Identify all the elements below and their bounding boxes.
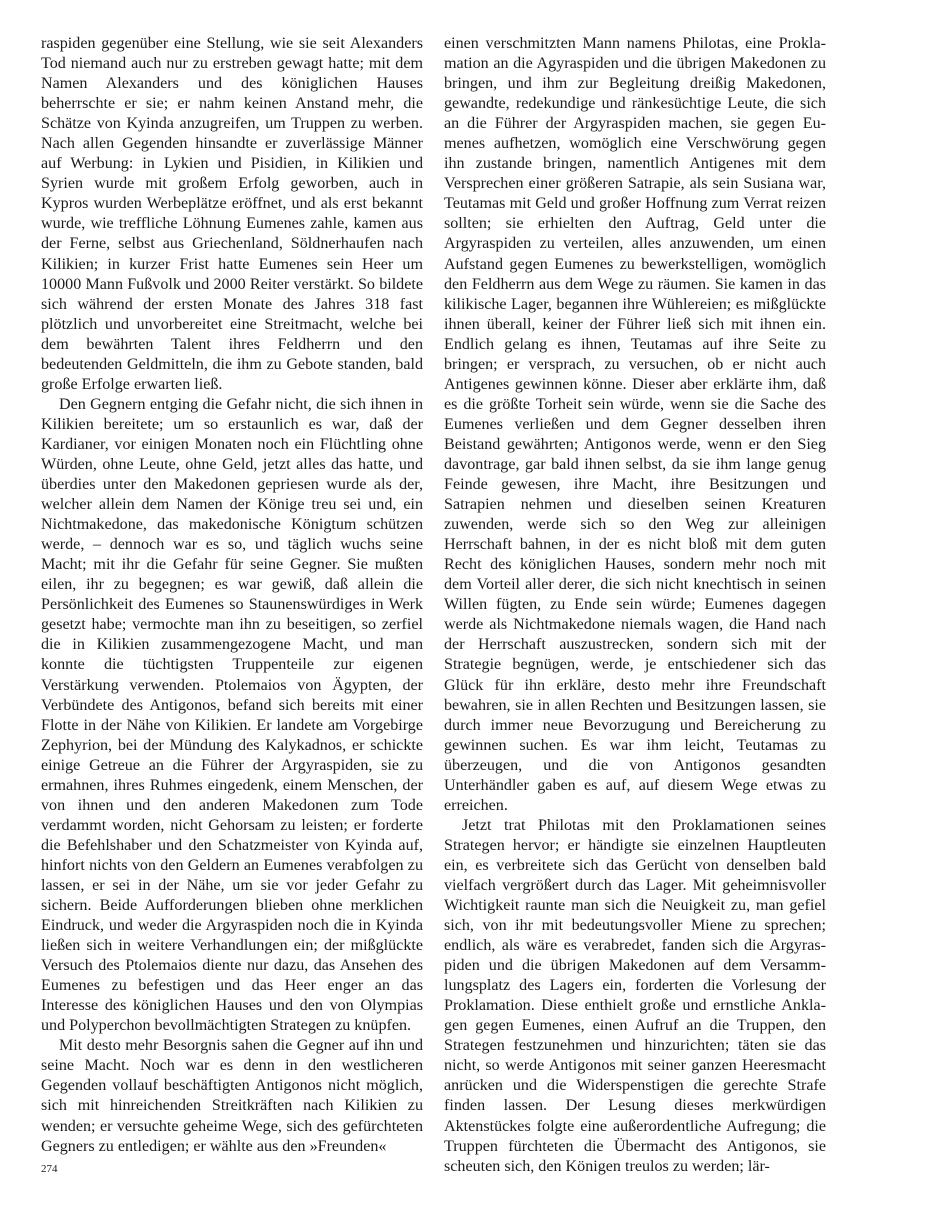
paragraph: Mit desto mehr Besorgnis sahen die Gegner auf ihn und seine Macht. Noch war es denn in den westlicheren Gegenden vollauf beschäftigten Antigonos nicht möglich, sich mit hinreichenden Streitkräften nach Kilikien zu wenden; er versuchte geheime Wege, sich des gefürchteten Gegners zu entledigen; er wählte aus den »Freunden« — [41, 1037, 423, 1155]
left-text-column — [41, 34, 423, 1157]
paragraph: einen verschmitzten Mann namens Philotas, eine Proklamation an die Agyraspiden und die übrigen Makedonen zu bringen, und ihm zur Begleitung dreißig Makedonen, gewandte, redekundige und ränkesüchtige Leute, die sich an die Führer der Argyraspiden machen, sie gegen Eumenes aufhetzen, womöglich eine Verschwörung gegen ihn zustande bringen, namentlich Antigenes mit dem Versprechen einer größeren Satrapie, als sein Susiana war, Teutamas mit Geld und großer Hoffnung zum Verrat reizen sollten; sie erhielten den Auftrag, Geld unter die Argyraspiden zu verteilen, alles anzuwenden, um einen Aufstand gegen Eumenes zu bewerkstelligen, womöglich den Feldherrn aus dem Wege zu räumen. Sie kamen in das kilikische Lager, begannen ihre Wühlereien; es mißglückte ihnen überall, keiner der Führer ließ sich mit ihnen ein. Endlich gelang es ihnen, Teutamas auf ihre Seite zu bringen; er versprach, zu versuchen, ob er nicht auch Antigenes gewinnen könne. Dieser aber erklärte ihm, daß es die größte Torheit sein würde, wenn sie die Sache des Eumenes verließen und dem Gegner desselben ihren Beistand gewährten; Antigonos werde, wenn er den Sieg davontrage, gar bald ihnen selbst, da sie ihm lange genug Feinde gewesen, ihre Macht, ihre Besitzungen und Satrapien nehmen und dieselben seinen Kreaturen zuwenden, werde sich so den Weg zur alleinigen Herrschaft bahnen, in der es nicht bloß mit dem guten Recht des königlichen Hauses, sondern mehr noch mit dem Vorteil aller derer, die sich nicht knechtisch in seinen Willen fügten, zu Ende sein würde; Eumenes dagegen werde als Nichtmakedone niemals wagen, die Hand nach der Herrschaft auszustrecken, sondern sich mit der Strategie begnügen, werde, je entschiedener sich das Glück für ihn erkläre, desto mehr ihre Freundschaft bewahren, sie in allen Rechten und Besitzungen lassen, sie durch immer neue Bevorzugung und Bereicherung zu gewinnen suchen. Es war ihm leicht, Teutamas zu überzeugen, und die von Antigonos gesandten Unterhändler gaben es auf, auf diesem Wege etwas zu erreichen. — [444, 35, 826, 814]
paragraph: raspiden gegenüber eine Stellung, wie sie seit Alexanders Tod niemand auch nur zu erstreben gewagt hatte; mit dem Namen Alexanders und des königlichen Hauses beherrschte er sie; er nahm keinen Anstand mehr, die Schätze von Kyinda anzugreifen, um Truppen zu werben. Nach allen Gegenden hinsandte er zuverlässige Männer auf Werbung: in Lykien und Pisidien, in Kilikien und Syrien wurde mit großem Erfolg geworben, auch in Kypros wurden Werbeplätze eröffnet, und als erst bekannt wurde, wie treffliche Löhnung Eumenes zahle, kamen aus der Ferne, selbst aus Griechenland, Söldnerhaufen nach Kilikien; in kurzer Frist hatte Eumenes sein Heer um 10000 Mann Fußvolk und 2000 Reiter verstärkt. So bildete sich während der ersten Monate des Jahres 318 fast plötzlich und unvorbereitet eine Streitmacht, welche bei dem bewährten Talent ihres Feldherrn und den bedeutenden Geldmitteln, die ihm zu Gebote standen, bald große Erfolge erwarten ließ. — [41, 35, 423, 393]
paragraph: Den Gegnern entging die Gefahr nicht, die sich ihnen in Kilikien bereitete; um so erstaunlich es war, daß der Kardianer, vor einigen Monaten noch ein Flüchtling ohne Würden, ohne Leute, ohne Geld, jetzt alles das hatte, und überdies unter den Makedonen gepriesen wurde als der, welcher allein dem Namen der Könige treu sei und, ein Nichtmakedone, das makedonische Königtum schützen werde, – dennoch war es so, und täglich wuchs seine Macht; mit ihr die Gefahr für seine Gegner. Sie mußten eilen, ihr zu begegnen; es war gewiß, daß allein die Persönlichkeit des Eumenes so Staunenswürdiges in Werk gesetzt habe; vermochte man ihn zu beseitigen, so zerfiel die in Kilikien zusammengezogene Macht, und man konnte die tüchtigsten Truppenteile zur eigenen Verstärkung verwenden. Ptolemaios von Ägypten, der Verbündete des Antigonos, befand sich bereits mit einer Flotte in der Nähe von Kilikien. Er landete am Vorgebirge Zephyrion, bei der Mündung des Kalykadnos, er schickte einige Getreue an die Führer der Argyraspiden, sie zu ermahnen, ihres Ruhmes eingedenk, einem Menschen, der von ihnen und den anderen Makedonen zum Tode verdammt worden, nicht Gehorsam zu leisten; er forderte die Befehlshaber und den Schatzmeister von Kyinda auf, hinfort nichts von den Geldern an Eumenes verabfolgen zu lassen, er sei in der Nähe, um sie vor jeder Gefahr zu sichern. Beide Aufforderungen blieben ohne merklichen Eindruck, und weder die Argyraspiden noch die in Kyinda ließen sich in weitere Verhandlungen ein; der mißglückte Versuch des Ptolemaios diente nur dazu, das Ansehen des Eumenes zu befestigen und das Heer enger an das Interesse des königlichen Hauses und den von Olympias und Polyperchon bevollmächtigten Strategen zu knüpfen. — [41, 395, 423, 1035]
paragraph: Jetzt trat Philotas mit den Proklamationen seines Strategen hervor; er händigte sie einzelnen Hauptleuten ein, es verbreitete sich das Gerücht von denselben bald vielfach vergrößert durch das Lager. Mit geheimnisvoller Wichtigkeit raunte man sich die Neuigkeit zu, man gefiel sich, von ihr mit bedeutungsvoller Miene zu sprechen; endlich, als wäre es verabredet, fanden sich die Argyraspiden und die übrigen Makedonen auf dem Versammlungsplatz des Lagers ein, forderten die Vorlesung der Proklamation. Diese enthielt große und ernstliche Anklagen gegen Eumenes, einen Aufruf an die Truppen, den Strategen festzunehmen und hinzurichten; täten sie das nicht, so werde Antigonos mit seiner ganzen Heeresmacht anrücken und die Widerspenstigen die gerechte Strafe finden lassen. Der Lesung dieses merkwürdigen Aktenstückes folgte eine außerordentliche Aufregung; die Truppen fürchteten die Übermacht des Antigonos, sie scheuten sich, den Königen treulos zu werden; lär- — [444, 816, 826, 1175]
right-text-column — [444, 34, 826, 1177]
page-number: 274 — [41, 1163, 58, 1175]
